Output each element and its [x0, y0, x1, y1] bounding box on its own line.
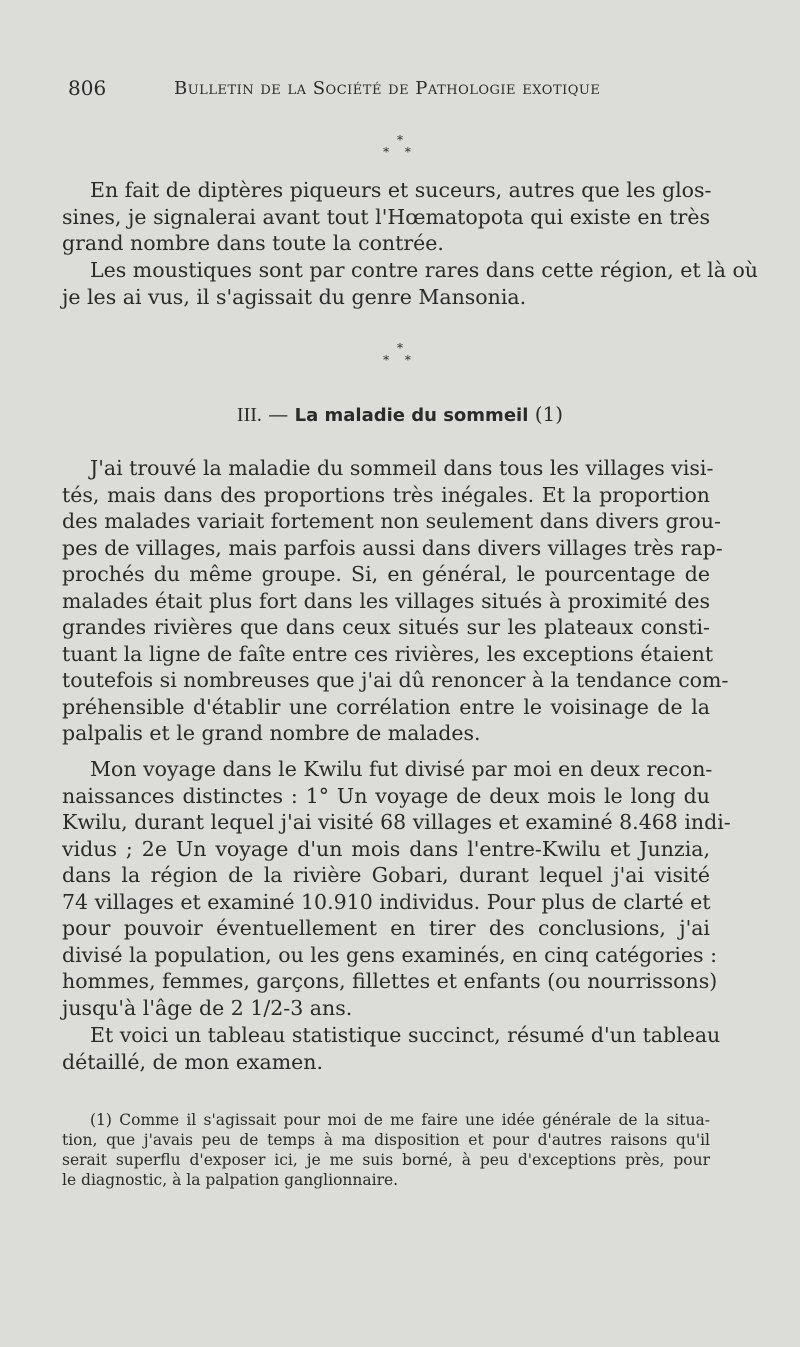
text-line: malades était plus fort dans les villages situés à proximité des — [62, 588, 710, 613]
text-line: 74 villages et examiné 10.910 individus. Pour plus de clarté et — [62, 889, 711, 914]
text-line: sines, je signalerai avant tout l'Hœmatopota qui existe en très — [62, 204, 710, 229]
text-line: Mon voyage dans le Kwilu fut divisé par moi en deux recon- — [90, 757, 713, 781]
text-line: tuant la ligne de faîte entre ces rivières, les exceptions étaient — [62, 641, 714, 666]
text-line: Les moustiques sont par contre rares dans cette région, et là où — [90, 258, 758, 282]
page-number: 806 — [68, 76, 107, 100]
text-line: grand nombre dans toute la contrée. — [62, 231, 444, 255]
text-line: J'ai trouvé la maladie du sommeil dans tous les villages visi- — [90, 456, 714, 480]
text-line: préhensible d'établir une corrélation entre le voisinage de la — [62, 694, 710, 719]
section-heading — [0, 402, 800, 427]
text-line: pour pouvoir éventuellement en tirer des conclusions, j'ai — [62, 916, 710, 940]
paragraph-voyage — [62, 756, 731, 1021]
text-line: je les ai vus, il s'agissait du genre Mansonia. — [62, 284, 527, 309]
paragraph-table-intro — [62, 1022, 721, 1075]
footnote-reference: (1) — [534, 402, 564, 426]
text-line: hommes, femmes, garçons, fillettes et enfants (ou nourrissons) — [62, 969, 718, 993]
paragraph-mosquitoes — [62, 257, 758, 310]
paragraph-diptera — [62, 177, 710, 257]
asterism-bottom: * * — [383, 353, 417, 367]
footnote — [62, 1110, 710, 1190]
text-line: vidus ; 2e Un voyage d'un mois dans l'entre-Kwilu et Junzia, — [62, 836, 710, 861]
text-line: tés, mais dans des proportions très inégales. Et la proportion — [62, 482, 710, 507]
text-line: naissances distinctes : 1° Un voyage de deux mois le long du — [62, 783, 710, 808]
footnote-line: tion, que j'avais peu de temps à ma disposition et pour d'autres raisons qu'il — [62, 1131, 710, 1149]
asterism-top: * — [397, 133, 403, 147]
text-line: En fait de diptères piqueurs et suceurs, autres que les glos- — [90, 178, 712, 202]
running-title: Bulletin de la Société de Pathologie exotique — [174, 78, 601, 99]
asterism-divider — [0, 134, 800, 158]
section-dash: — — [268, 402, 289, 426]
text-line: Et voici un tableau statistique succinct, résumé d'un tableau — [90, 1023, 721, 1047]
text-line: palpalis et le grand nombre de malades. — [62, 721, 481, 745]
asterism-divider — [0, 342, 800, 366]
section-title: La maladie du sommeil — [294, 405, 529, 426]
footnote-line: le diagnostic, à la palpation ganglionnaire. — [62, 1171, 399, 1189]
text-line: Kwilu, durant lequel j'ai visité 68 villages et examiné 8.468 indi- — [62, 810, 731, 834]
paragraph-sleeping-sickness — [62, 455, 729, 747]
text-line: jusqu'à l'âge de 2 1/2-3 ans. — [62, 995, 353, 1020]
text-line: divisé la population, ou les gens examinés, en cinq catégories : — [62, 942, 717, 967]
footnote-line: (1) Comme il s'agissait pour moi de me faire une idée générale de la situa- — [90, 1111, 710, 1129]
footnote-line: serait superflu d'exposer ici, je me suis borné, à peu d'exceptions près, pour — [62, 1151, 710, 1169]
text-line: détaillé, de mon examen. — [62, 1049, 324, 1074]
text-line: des malades variait fortement non seulement dans divers grou- — [62, 509, 721, 533]
asterism-top: * — [397, 341, 403, 355]
text-line: prochés du même groupe. Si, en général, le pourcentage de — [62, 562, 710, 586]
section-number: III. — [236, 404, 262, 426]
asterism-bottom: * * — [383, 145, 417, 159]
text-line: toutefois si nombreuses que j'ai dû renoncer à la tendance com- — [62, 668, 729, 692]
text-line: pes de villages, mais parfois aussi dans divers villages très rap- — [62, 535, 723, 560]
text-line: grandes rivières que dans ceux situés sur les plateaux consti- — [62, 615, 710, 639]
text-line: dans la région de la rivière Gobari, durant lequel j'ai visité — [62, 863, 710, 887]
